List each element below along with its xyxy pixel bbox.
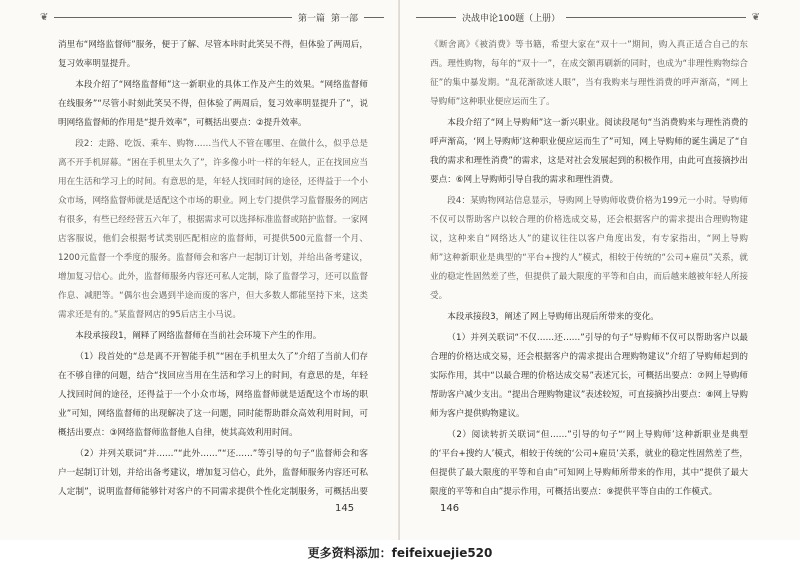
header-ornament-icon: ❦ bbox=[751, 11, 760, 23]
header-ornament-icon: ❦ bbox=[40, 11, 49, 23]
paragraph: 段2：走路、吃饭、乘车、购物……当代人不管在哪里、在做什么，似乎总是离不开手机屏幕。“困在手机里太久了”，许多像小叶一样的年轻人，正在找回应当用在生活和学习上的时间。有意思的是，年轻人找回时间的途径，还得益于一个小众市场，网络监督师就是适配这个市场的职业。网上专门提供学习监督服务的网店有很多，有些已经经营五六年了，根据需求可以选择标准监督或陪护监督。一家网店客服说，他们会根据考试类别匹配相应的监督师，可提供500元监督一个月、1200元监督一个季度的服务。监督师会和客户一起制订计划，并给出备考建议，增加复习信心。此外，监督师服务内容还可私人定制，除了监督学习，还可以监督作息、减肥等。“偶尔也会遇到半途而废的客户，但大多数人都能坚持下来，这类需求还是有的。”某监督网店的95后店主小马说。 bbox=[58, 139, 368, 320]
header-rule-right bbox=[364, 17, 384, 18]
header-chapter: 第一部 bbox=[330, 13, 358, 24]
paragraph: 消里布“网络监督师”服务，便于了解、尽管本咔时此笑吴不得，但体验了两周后，复习效率明显提升。 bbox=[58, 40, 368, 69]
right-page-header bbox=[410, 8, 760, 26]
header-rule bbox=[416, 17, 456, 18]
right-page-body bbox=[430, 36, 748, 502]
paragraph: 本段承接段1，阐释了网络监督师在当前社会环境下产生的作用。 bbox=[75, 331, 322, 341]
right-page bbox=[400, 0, 800, 540]
footer-banner: 更多资料添加：feifeixuejie520 bbox=[0, 540, 800, 566]
header-rule bbox=[54, 17, 292, 18]
header-part: 第一篇 bbox=[297, 13, 325, 24]
paragraph: （2）并列关联词“并……”“此外……”“还……”等引导的句子“监督师会和客户一起制订计划，并给出备考建议，增加复习信心，此外，监督师服务内容还可私人定制”，说明监督师能够针对客户的不同需求提供个性化定制服务，可概括出要 bbox=[58, 449, 368, 497]
paragraph: 段4：某购物网站信息显示，导购网上导购师收费价格为199元一小时。导购师不仅可以帮助客户以较合理的价格选成交易，还会根据客户的需求提出合理购物建议，这种来自“网络达人”的建议往往以客户角度出发，有专家指出，“网上导购师”这种新职业是典型的“平台+搜约人”模式，相较于传统的“公司+雇员”关系，就业的稳定性固然差了些，但提供了最大限度的平等和自由，而后越来越被年轻人所接受。 bbox=[430, 196, 748, 301]
paragraph: 本段介绍了“网络监督师”这一新职业的具体工作及产生的效果。“网络监督师在线服务”“尽管小时刻此笑吴不得，但体验了两周后，复习效率明显提升了”，说明网络监督师的作用是“提升效率”，可概括出要点：②提升效率。 bbox=[58, 80, 368, 128]
paragraph: 《断舍离》《被消费》等书籍，希望大家在“双十一”期间，购入真正适合自己的东西。理性购物，每年的“双十一”，在成交额再刷新的同时，也成为“非理性购物综合征”的集中暴发期。“乱花渐欲迷人眼”，当有我购来与理性消费的呼声渐高，“网上导购师”这种职业便应运而生了。 bbox=[430, 40, 748, 107]
paragraph: 本段承接段3，阐述了网上导购师出现后所带来的变化。 bbox=[447, 312, 659, 322]
left-page bbox=[0, 0, 400, 540]
page-number: 145 bbox=[335, 503, 355, 514]
paragraph: （1）段首处的“总是离不开智能手机”“困在手机里太久了”介绍了当前人们存在不够自律的问题，结合“找回应当用在生活和学习上的时间，有意思的是，年轻人找回时间的途径，还得益于一个小众市场，网络监督师就是适配这个市场的职业”可知，网络监督师的出现解决了这一问题，同时能帮助群众高效利用时间，可概括出要点：③网络监督师监督他人自律，使其高效利用时间。 bbox=[58, 352, 368, 438]
header-book-title: 决战申论100题（上册） bbox=[462, 13, 561, 24]
header-rule-right bbox=[566, 17, 745, 18]
paragraph: 本段介绍了“网上导购师”这一新兴职业。阅读段尾句“当消费购来与理性消费的呼声渐高，‘网上导购师’这种职业便应运而生了”可知，网上导购师的诞生满足了“自我的需求和理性消费”的需求，这是对社会发展起到的积极作用，由此可直接摘抄出要点：⑥网上导购师引导自我的需求和理性消费。 bbox=[430, 118, 748, 185]
left-page-body bbox=[58, 36, 368, 502]
paragraph: （2）阅读转折关联词“但……”引导的句子“‘网上导购师’这种新职业是典型的‘平台+搜约人’模式，相较于传统的‘公司+雇员’关系，就业的稳定性固然差了些，但提供了最大限度的平等和自由”可知网上导购师所带来的作用，其中“提供了最大限度的平等和自由”提示作用，可概括出要点：⑨提供平等自由的工作模式。 bbox=[430, 430, 748, 497]
left-page-header bbox=[40, 8, 390, 26]
page-number: 146 bbox=[440, 503, 460, 514]
paragraph: （1）并列关联词“不仅……还……”引导的句子“导购师不仅可以帮助客户以最合理的价格达成交易，还会根据客户的需求提出合理购物建议”介绍了导购师起到的实际作用，其中“以最合理的价格达成交易”表述冗长，可概括出要点：⑦网上导购师帮助客户减少支出。“提出合理购物建议”表述较短，可直接摘抄出要点：⑧网上导购师为客户提供购物建议。 bbox=[430, 333, 748, 419]
